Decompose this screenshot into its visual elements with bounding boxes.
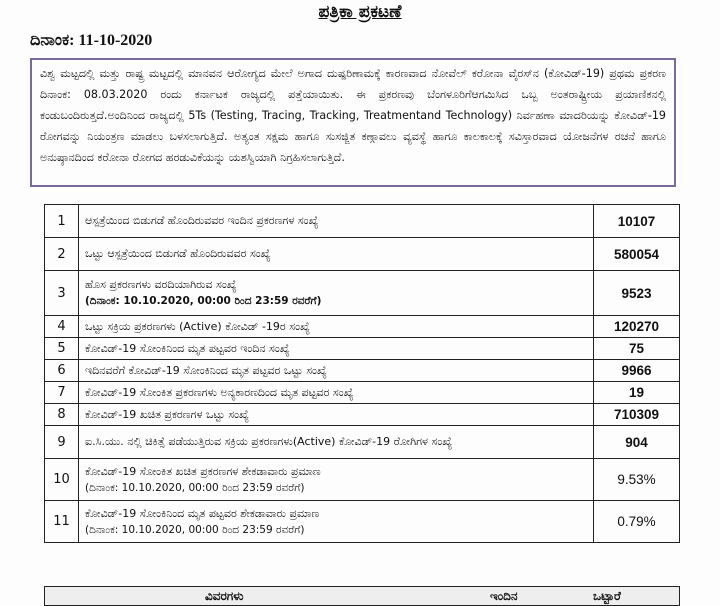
row-number: 5 bbox=[45, 338, 79, 360]
details-header: ವಿವರಗಳು bbox=[205, 589, 244, 603]
table-row bbox=[45, 316, 680, 338]
intro-paragraph: ವಿಶ್ವ ಮಟ್ಟದಲ್ಲಿ ಮತ್ತು ರಾಷ್ಟ್ರ ಮಟ್ಟದಲ್ಲಿ ಮಾನವನ ಆರೋಗ್ಯದ ಮೇಲೆ ಅಗಾದ ದುಷ್ಪರಿಣಾಮಕ್ಕೆ ಕಾರಣವಾದ ನೋವೆಲ್ ಕರೋನಾ ವೈರಸ್‌ನ (ಕೋವಿಡ್-19) ಪ್ರಥಮ ಪ್ರಕರಣ ದಿನಾಂಕ: 08.03.2020 ರಂದು ಕರ್ನಾಟಕ ರಾಜ್ಯದಲ್ಲಿ ಪತ್ತೆಯಾಯಿತು. ಈ ಪ್ರಕರಣವು ಬೆಂಗಳೂರಿಗೆಆಗಮಿಸಿದ ಒಬ್ಬ ಅಂತರಾಷ್ಟ್ರೀಯ ಪ್ರಯಾಣಿಕನಲ್ಲಿ ಕಂಡುಬಂದಿರುತ್ತದೆ.ಅಂದಿನಿಂದ ರಾಜ್ಯದಲ್ಲಿ 5Ts (Testing, Tracing, Tracking, Treatmentand Technology) ನಿರ್ವಹಣಾ ಮಾದರಿಯನ್ನು ಕೋವಿಡ್-19 ರೋಗವನ್ನು ನಿಯಂತ್ರಣ ಮಾಡಲು ಬಳಸಲಾಗುತ್ತಿದೆ. ಅತ್ಯಂತ ಸಕ್ಷಮ ಹಾಗೂ ಸುಸಜ್ಜಿತ ಕಣ್ಗಾವಲು ವ್ಯವಸ್ಥೆ ಹಾಗೂ ಕಾಲಕಾಲಕ್ಕೆ ಸವಿಸ್ತಾರವಾದ ಯೋಜನೆಗಳ ರಚನೆ ಹಾಗೂ ಅನುಷ್ಠಾನದಿಂದ ಕರೋನಾ ರೋಗದ ಹರಡುವಿಕೆಯನ್ನು ಯಶಸ್ವಿಯಾಗಿ ನಿಗ್ರಹಿಸಲಾಗುತ್ತಿದೆ. bbox=[30, 58, 676, 187]
row-label: ಒಟ್ಟು ಸಕ್ರಿಯ ಪ್ರಕರಣಗಳು (Active) ಕೋವಿಡ್ -19ರ ಸಂಖ್ಯೆ bbox=[79, 316, 594, 338]
row-sublabel: (ದಿನಾಂಕ: 10.10.2020, 00:00 ರಿಂದ 23:59 ರವರೆಗೆ) bbox=[85, 523, 305, 536]
row-number: 11 bbox=[45, 501, 79, 543]
row-number: 3 bbox=[45, 271, 79, 316]
table-row bbox=[45, 338, 680, 360]
row-number: 2 bbox=[45, 238, 79, 271]
row-value: 710309 bbox=[594, 404, 680, 426]
table-row bbox=[45, 459, 680, 501]
row-label: ಕೋವಿಡ್-19 ಸೋಂಕಿನಿಂದ ಮೃತ ಪಟ್ಟವರ ಶೇಕಡಾವಾರು ಪ್ರಮಾಣ bbox=[85, 506, 320, 520]
total-header: ಒಟ್ಟಾರೆ bbox=[593, 589, 621, 603]
row-value: 9966 bbox=[594, 360, 680, 382]
row-label: ಕೋವಿಡ್-19 ಖಚಿತ ಪ್ರಕರಣಗಳ ಒಟ್ಟು ಸಂಖ್ಯೆ bbox=[79, 404, 594, 426]
row-label: ಆಸ್ಪತ್ರೆಯಿಂದ ಬಿಡುಗಡೆ ಹೊಂದಿರುವವರ ಇಂದಿನ ಪ್ರಕರಣಗಳ ಸಂಖ್ಯೆ bbox=[79, 205, 594, 238]
table-row bbox=[45, 404, 680, 426]
row-number: 9 bbox=[45, 426, 79, 459]
table-row bbox=[45, 426, 680, 459]
row-number: 1 bbox=[45, 205, 79, 238]
row-label: ಇದಿನವರೆಗೆ ಕೋವಿಡ್-19 ಸೋಂಕಿನಿಂದ ಮೃತ ಪಟ್ಟವರ ಒಟ್ಟು ಸಂಖ್ಯೆ bbox=[79, 360, 594, 382]
details-table-header bbox=[44, 586, 680, 606]
page-title: ಪತ್ರಿಕಾ ಪ್ರಕಟಣೆ bbox=[318, 2, 402, 22]
row-number: 10 bbox=[45, 459, 79, 501]
table-row bbox=[45, 271, 680, 316]
row-number: 4 bbox=[45, 316, 79, 338]
row-label: ಕೋವಿಡ್-19 ಸೋಂಕಿತ ಖಚಿತ ಪ್ರಕರಣಗಳ ಶೇಕಡಾವಾರು ಪ್ರಮಾಣ bbox=[85, 464, 321, 478]
row-value: 10107 bbox=[594, 205, 680, 238]
release-date: ದಿನಾಂಕ: 11-10-2020 bbox=[30, 32, 153, 49]
table-row bbox=[45, 238, 680, 271]
row-value: 19 bbox=[594, 382, 680, 404]
row-number: 6 bbox=[45, 360, 79, 382]
row-number: 8 bbox=[45, 404, 79, 426]
row-label: ಕೋವಿಡ್-19 ಸೋಂಕಿತ ಪ್ರಕರಣಗಳು ಅನ್ಯಕಾರಣದಿಂದ ಮೃತ ಪಟ್ಟವರ ಸಂಖ್ಯೆ bbox=[79, 382, 594, 404]
table-row bbox=[45, 205, 680, 238]
row-value: 120270 bbox=[594, 316, 680, 338]
row-label: ಕೋವಿಡ್-19 ಸೋಂಕಿನಿಂದ ಮೃತ ಪಟ್ಟವರ ಇಂದಿನ ಸಂಖ್ಯೆ bbox=[79, 338, 594, 360]
table-row bbox=[45, 360, 680, 382]
today-header: ಇಂದಿನ bbox=[490, 589, 518, 603]
table-row bbox=[45, 501, 680, 543]
row-value: 580054 bbox=[594, 238, 680, 271]
row-sublabel: (ದಿನಾಂಕ: 10.10.2020, 00:00 ರಿಂದ 23:59 ರವರೆಗೆ) bbox=[85, 481, 305, 494]
row-number: 7 bbox=[45, 382, 79, 404]
row-label: ಒಟ್ಟು ಆಸ್ಪತ್ರೆಯಿಂದ ಬಿಡುಗಡೆ ಹೊಂದಿರುವವರ ಸಂಖ್ಯೆ bbox=[79, 238, 594, 271]
row-label: ಐ.ಸಿ.ಯು. ನಲ್ಲಿ ಚಿಕಿತ್ಸೆ ಪಡೆಯುತ್ತಿರುವ ಸಕ್ರಿಯ ಪ್ರಕರಣಗಳು(Active) ಕೋವಿಡ್-19 ರೋಗಿಗಳ ಸಂಖ್ಯೆ bbox=[79, 426, 594, 459]
row-label: ಹೊಸ ಪ್ರಕರಣಗಳು ವರದಿಯಾಗಿರುವ ಸಂಖ್ಯೆ bbox=[85, 278, 237, 291]
row-value: 75 bbox=[594, 338, 680, 360]
stats-table bbox=[44, 204, 680, 543]
row-value: 9.53% bbox=[594, 459, 680, 501]
row-label-cell bbox=[79, 271, 594, 316]
row-value: 9523 bbox=[594, 271, 680, 316]
row-label-cell bbox=[79, 459, 594, 501]
row-value: 0.79% bbox=[594, 501, 680, 543]
row-value: 904 bbox=[594, 426, 680, 459]
table-row bbox=[45, 382, 680, 404]
row-label-cell bbox=[79, 501, 594, 543]
row-sublabel: (ದಿನಾಂಕ: 10.10.2020, 00:00 ರಿಂದ 23:59 ರವರೆಗೆ) bbox=[85, 295, 322, 307]
